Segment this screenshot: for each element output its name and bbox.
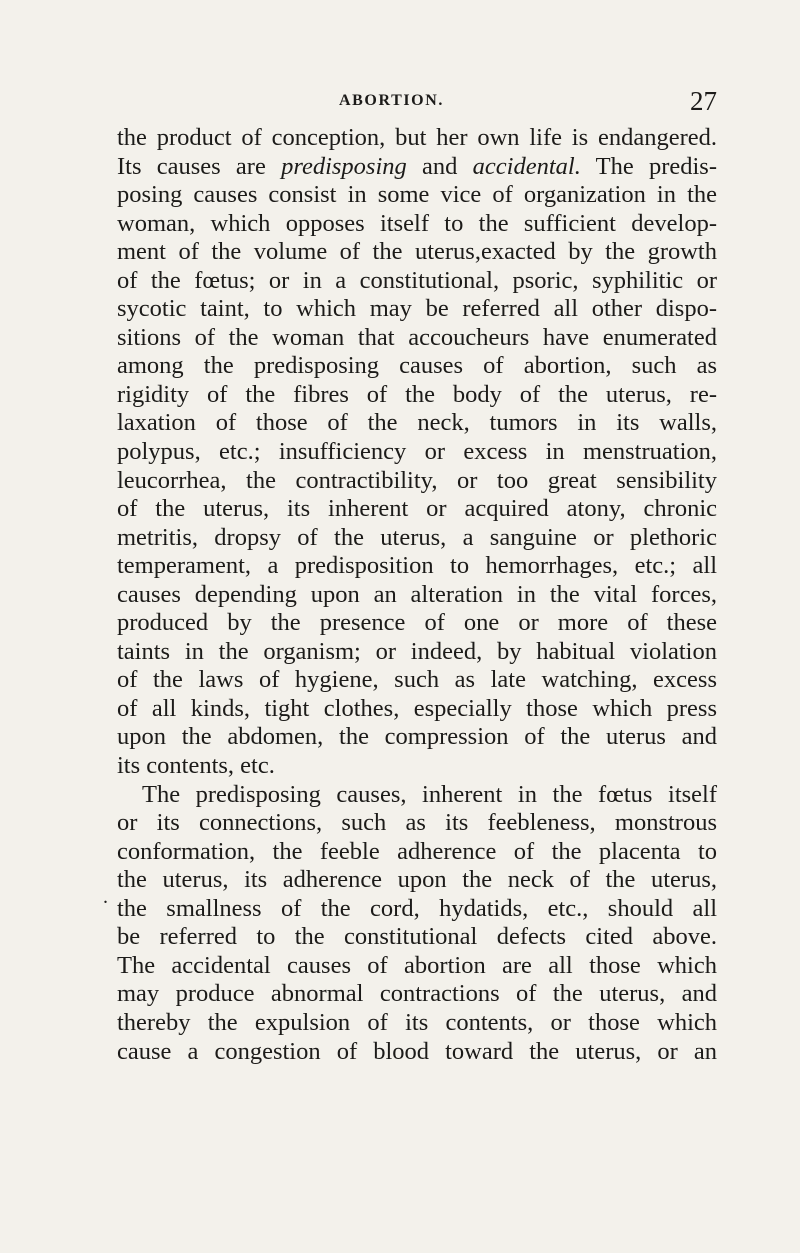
text-segment: Its causes are — [117, 152, 282, 180]
text-segment: upon the abdomen, the compression of the uterus and — [117, 723, 717, 751]
text-segment: cause a congestion of blood toward the uterus, or an — [117, 1037, 717, 1065]
text-segment: The accidental causes of abortion are all those which — [117, 951, 717, 979]
running-title: ABORTION. — [339, 92, 444, 109]
text-line — [117, 210, 717, 239]
page-number: 27 — [690, 86, 717, 116]
text-segment: the product of conception, but her own life is endangered. — [117, 124, 717, 151]
text-line — [117, 809, 717, 838]
text-segment: metritis, dropsy of the uterus, a sanguine or plethoric — [117, 523, 717, 551]
text-segment: of the uterus, its inherent or acquired atony, chronic — [117, 495, 717, 523]
text-line — [117, 153, 717, 182]
text-line — [117, 866, 717, 895]
text-segment: of all kinds, tight clothes, especially those which press — [117, 694, 717, 722]
text-line — [117, 181, 717, 210]
text-segment: among the predisposing causes of abortion, such as — [117, 352, 717, 380]
text-line — [117, 124, 717, 153]
text-segment: temperament, a predisposition to hemorrhages, etc.; all — [117, 552, 717, 580]
text-segment: the smallness of the cord, hydatids, etc., should all — [117, 894, 717, 922]
text-line — [117, 1009, 717, 1038]
text-line — [117, 666, 717, 695]
text-segment: polypus, etc.; insufficiency or excess in menstruation, — [117, 438, 717, 466]
margin-dot: . — [103, 886, 108, 908]
text-line — [117, 609, 717, 638]
text-segment: of the fœtus; or in a constitutional, psoric, syphilitic or — [117, 266, 717, 294]
text-segment: sycotic taint, to which may be referred all other dispo- — [117, 295, 717, 323]
text-line — [117, 467, 717, 496]
text-line — [117, 581, 717, 610]
text-line — [117, 895, 717, 924]
text-line — [117, 352, 717, 381]
text-segment: ment of the volume of the uterus,exacted by the growth — [117, 238, 717, 266]
text-segment: causes depending upon an alteration in the vital forces, — [117, 580, 717, 608]
text-segment: woman, which opposes itself to the sufficient develop- — [117, 209, 717, 237]
text-segment: leucorrhea, the contractibility, or too great sensibility — [117, 466, 717, 494]
text-line — [117, 295, 717, 324]
text-segment: conformation, the feeble adherence of the placenta to — [117, 837, 717, 865]
text-segment: sitions of the woman that accoucheurs have enumerated — [117, 323, 717, 351]
text-line — [117, 838, 717, 867]
text-line — [117, 238, 717, 267]
text-segment: taints in the organism; or indeed, by habitual violation — [117, 637, 717, 665]
text-line — [117, 552, 717, 581]
body-text — [117, 124, 717, 1066]
text-segment: The predis- — [580, 152, 717, 180]
text-line — [117, 1038, 717, 1067]
text-segment: thereby the expulsion of its contents, or those which — [117, 1008, 717, 1036]
text-segment: be referred to the constitutional defects cited above. — [117, 923, 717, 951]
text-line — [117, 324, 717, 353]
italic-text: predisposing — [281, 152, 407, 180]
text-line — [117, 695, 717, 724]
text-line — [117, 923, 717, 952]
text-segment: its contents, etc. — [117, 752, 275, 780]
text-line — [117, 980, 717, 1009]
text-line — [117, 409, 717, 438]
text-line — [117, 524, 717, 553]
text-line — [117, 267, 717, 296]
text-line — [117, 438, 717, 467]
text-line — [117, 723, 717, 752]
running-head — [117, 86, 717, 122]
text-segment: and — [406, 152, 473, 180]
text-segment: posing causes consist in some vice of organization in the — [117, 181, 717, 209]
text-line — [117, 952, 717, 981]
text-segment: rigidity of the fibres of the body of the uterus, re- — [117, 380, 717, 408]
text-segment: produced by the presence of one or more of these — [117, 609, 717, 637]
text-segment: may produce abnormal contractions of the uterus, and — [117, 980, 717, 1008]
text-line — [117, 495, 717, 524]
text-segment: the uterus, its adherence upon the neck of the uterus, — [117, 866, 717, 894]
text-line — [117, 638, 717, 667]
text-segment: of the laws of hygiene, such as late watching, excess — [117, 666, 717, 694]
text-line — [117, 381, 717, 410]
text-line — [117, 781, 717, 810]
italic-text: accidental. — [472, 152, 581, 180]
text-segment: laxation of those of the neck, tumors in its walls, — [117, 409, 717, 437]
text-line — [117, 752, 717, 781]
text-segment: The predisposing causes, inherent in the fœtus itself — [142, 780, 717, 808]
text-segment: or its connections, such as its feebleness, monstrous — [117, 809, 717, 837]
